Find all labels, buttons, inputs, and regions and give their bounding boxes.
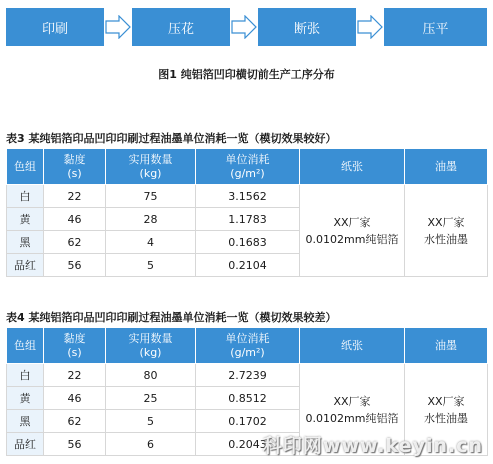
cell-viscosity: 56 <box>44 433 106 456</box>
arrow-right-icon <box>105 15 131 39</box>
arrow-right-icon <box>231 15 257 39</box>
table-row <box>7 185 488 208</box>
cell-qty: 5 <box>106 410 196 433</box>
figure-caption: 图1 纯铝箔凹印横切前生产工序分布 <box>158 68 335 81</box>
header-qty: 实用数量 (kg) <box>106 328 196 364</box>
header-ink: 油墨 <box>405 149 488 185</box>
table-header-row <box>7 328 488 364</box>
cell-paper: XX厂家 0.0102mm纯铝箔 <box>300 185 405 277</box>
header-unit-consumption: 单位消耗 (g/m²) <box>196 149 300 185</box>
cell-qty: 5 <box>106 254 196 277</box>
cell-color: 黄 <box>7 387 44 410</box>
cell-color: 黑 <box>7 231 44 254</box>
cell-viscosity: 56 <box>44 254 106 277</box>
header-viscosity: 黏度 (s) <box>44 328 106 364</box>
cell-viscosity: 62 <box>44 410 106 433</box>
cell-color: 白 <box>7 185 44 208</box>
cell-color: 品红 <box>7 433 44 456</box>
flow-step-print: 印刷 <box>6 8 104 46</box>
table-header-row <box>7 149 488 185</box>
cell-color: 品红 <box>7 254 44 277</box>
cell-paper: XX厂家 0.0102mm纯铝箔 <box>300 364 405 456</box>
header-paper: 纸张 <box>300 328 405 364</box>
cell-viscosity: 62 <box>44 231 106 254</box>
cell-qty: 75 <box>106 185 196 208</box>
cell-viscosity: 22 <box>44 185 106 208</box>
header-qty: 实用数量 (kg) <box>106 149 196 185</box>
cell-ink: XX厂家 水性油墨 <box>405 364 488 456</box>
cell-viscosity: 46 <box>44 387 106 410</box>
cell-qty: 6 <box>106 433 196 456</box>
header-color: 色组 <box>7 149 44 185</box>
cell-ink: XX厂家 水性油墨 <box>405 185 488 277</box>
header-paper: 纸张 <box>300 149 405 185</box>
cell-unit: 1.1783 <box>196 208 300 231</box>
cell-qty: 25 <box>106 387 196 410</box>
watermark: 科印网www.keyin.cn <box>262 435 483 457</box>
flow-step-flatten: 压平 <box>384 8 487 46</box>
table-row <box>7 364 488 387</box>
cell-unit: 0.1683 <box>196 231 300 254</box>
cell-qty: 80 <box>106 364 196 387</box>
table4-title: 表4 某纯铝箔印品凹印印刷过程油墨单位消耗一览（模切效果较差） <box>6 311 337 324</box>
flow-step-sheet: 断张 <box>258 8 356 46</box>
arrow-right-icon <box>357 15 383 39</box>
cell-unit: 0.8512 <box>196 387 300 410</box>
cell-color: 黑 <box>7 410 44 433</box>
table3 <box>6 148 488 277</box>
table3-title: 表3 某纯铝箔印品凹印印刷过程油墨单位消耗一览（模切效果较好） <box>6 132 337 145</box>
header-viscosity: 黏度 (s) <box>44 149 106 185</box>
cell-viscosity: 22 <box>44 364 106 387</box>
process-flow <box>0 0 493 52</box>
cell-viscosity: 46 <box>44 208 106 231</box>
cell-unit: 2.7239 <box>196 364 300 387</box>
cell-unit: 0.2043 <box>196 433 300 456</box>
cell-unit: 3.1562 <box>196 185 300 208</box>
header-color: 色组 <box>7 328 44 364</box>
cell-unit: 0.2104 <box>196 254 300 277</box>
cell-qty: 28 <box>106 208 196 231</box>
cell-qty: 4 <box>106 231 196 254</box>
cell-unit: 0.1702 <box>196 410 300 433</box>
header-ink: 油墨 <box>405 328 488 364</box>
header-unit-consumption: 单位消耗 (g/m²) <box>196 328 300 364</box>
cell-color: 白 <box>7 364 44 387</box>
cell-color: 黄 <box>7 208 44 231</box>
flow-step-emboss: 压花 <box>132 8 230 46</box>
